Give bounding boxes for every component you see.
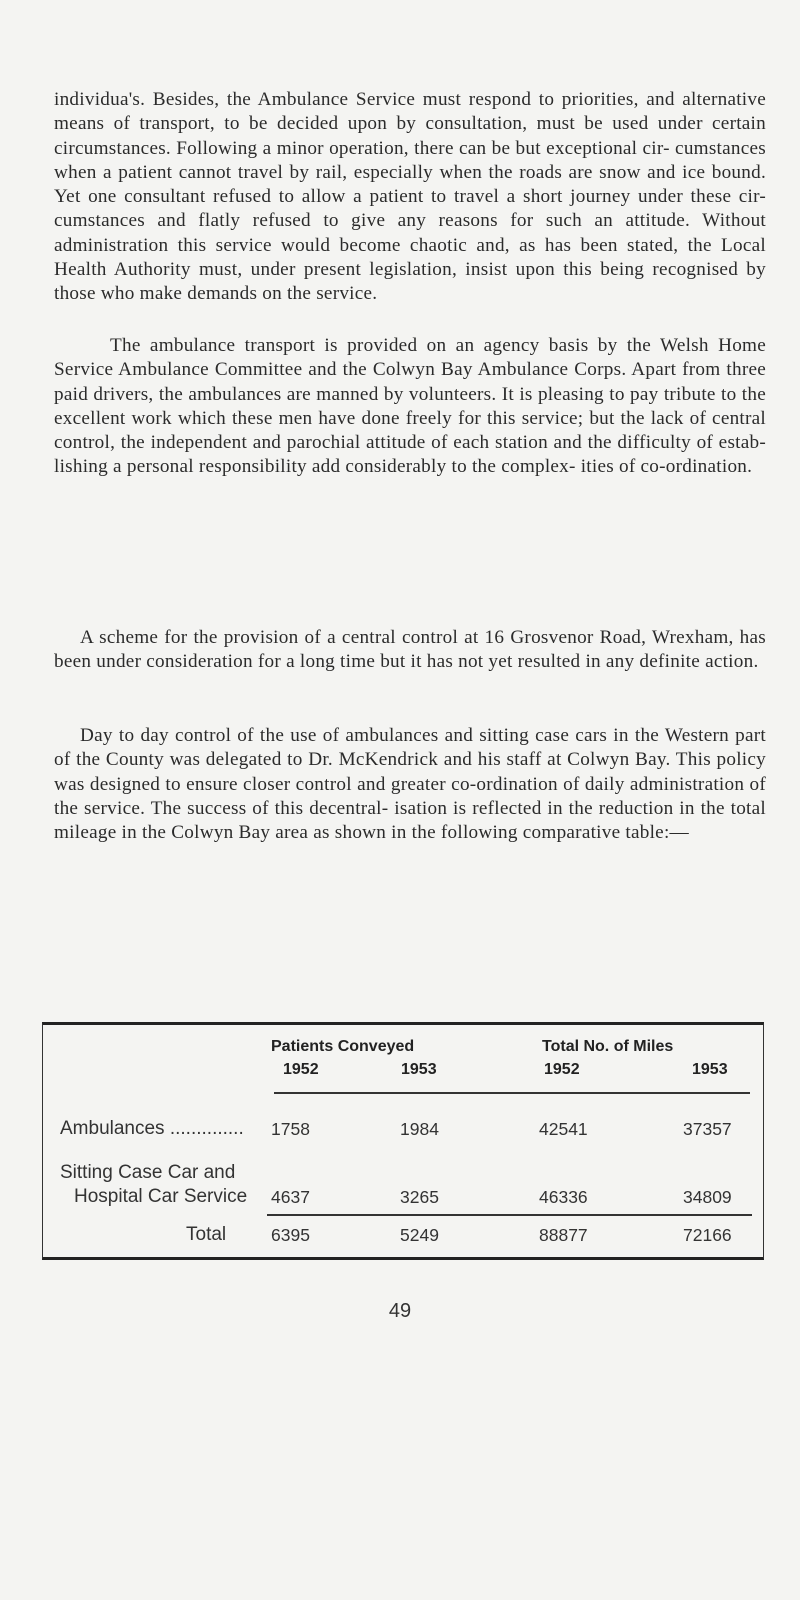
total-rule (267, 1214, 752, 1216)
cell-value: 42541 (539, 1119, 588, 1139)
paragraph-4: Day to day control of the use of ambulances and sitting case cars in the Western part of the County was delegated to Dr. McKendrick and his staff at Colwyn Bay. This policy was designed to ensure closer control and greater co-ordination of daily administration of the service. The success of this decentral- isation is reflected in the reduction in the total mileage in the Colwyn Bay area as shown in the following comparative table:— (54, 725, 766, 844)
row-label: Ambulances .............. (60, 1118, 244, 1139)
header-patients-1953: 1953 (401, 1061, 437, 1078)
header-miles-1953: 1953 (692, 1061, 728, 1078)
cell-value: 88877 (539, 1225, 588, 1245)
cell-value: 34809 (683, 1187, 732, 1207)
cell-value: 37357 (683, 1119, 732, 1139)
cell-value: 72166 (683, 1225, 732, 1245)
cell-value: 46336 (539, 1187, 588, 1207)
total-label: Total (186, 1224, 227, 1245)
cell-value: 3265 (400, 1187, 439, 1207)
header-miles-1952: 1952 (544, 1061, 580, 1078)
paragraph-1: individua's. Besides, the Ambulance Service must respond to priorities, and alternative means of transport, to be decided upon by consultation, must be used under certain circumstances. Following a minor operation, there can be but exceptional cir- cumstances when a patient cannot travel by rail, especially when the roads are snow and ice bound. Yet one consultant refused to allow a patient to travel a short journey under these cir- cumstances and flatly refused to give any reasons for such an attitude. Without administration this service would become chaotic and, as has been stated, the Local Health Authority must, under present legislation, insist upon this being recognised by those who make demands on the service. (54, 89, 766, 305)
page-number: 49 (388, 1300, 412, 1322)
header-patients-conveyed: Patients Conveyed (271, 1038, 415, 1055)
row-label-continued: Hospital Car Service (74, 1186, 248, 1207)
header-total-miles: Total No. of Miles (542, 1038, 674, 1055)
cell-value: 1984 (400, 1119, 439, 1139)
cell-value: 5249 (400, 1225, 439, 1245)
cell-value: 1758 (271, 1119, 310, 1139)
header-rule (274, 1092, 750, 1094)
cell-value: 6395 (271, 1225, 310, 1245)
header-patients-1952: 1952 (283, 1061, 319, 1078)
cell-value: 4637 (271, 1187, 310, 1207)
paragraph-2: The ambulance transport is provided on an agency basis by the Welsh Home Service Ambulance Committee and the Colwyn Bay Ambulance Corps. Apart from three paid drivers, the ambulances are manned by volunteers. It is pleasing to pay tribute to the excellent work which these men have done freely for this service; but the lack of central control, the independent and parochial attitude of each station and the difficulty of estab- lishing a personal responsibility add considerably to the complex- ities of co-ordination. (54, 335, 766, 478)
paragraph-3: A scheme for the provision of a central control at 16 Grosvenor Road, Wrexham, has been under consideration for a long time but it has not yet resulted in any definite action. (54, 627, 766, 673)
row-label: Sitting Case Car and (60, 1162, 236, 1183)
